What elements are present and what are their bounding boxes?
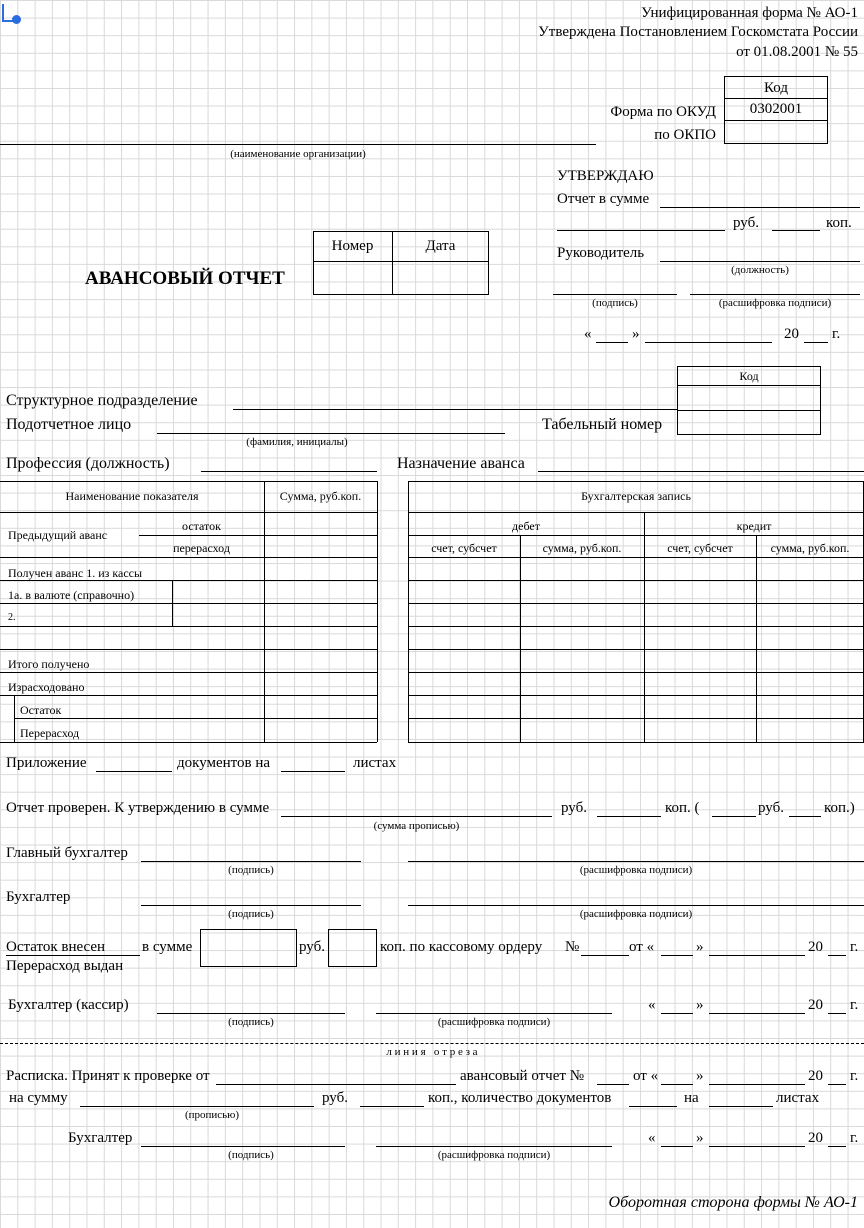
row-received-cash: Получен аванс 1. из кассы bbox=[8, 566, 143, 580]
approve-day-line[interactable] bbox=[596, 342, 628, 343]
report-number-cell[interactable] bbox=[314, 262, 392, 294]
receipt-sum-caption: (прописью) bbox=[184, 1109, 240, 1121]
receipt2-year-line[interactable] bbox=[828, 1146, 846, 1147]
receipt-number-line[interactable] bbox=[597, 1084, 629, 1085]
okud-value: 0302001 bbox=[749, 101, 803, 117]
row-balance: Остаток bbox=[20, 703, 62, 717]
receipt-year: 20 bbox=[808, 1068, 823, 1084]
cashier-decode-line[interactable] bbox=[376, 1013, 612, 1014]
cash-year-suffix: г. bbox=[850, 939, 859, 955]
accountable-caption: (фамилия, инициалы) bbox=[246, 436, 348, 448]
checked-kop-close: коп.) bbox=[824, 800, 855, 816]
debit-header: дебет bbox=[512, 519, 540, 533]
cut-line bbox=[0, 1043, 864, 1044]
receipt2-year-suffix: г. bbox=[850, 1130, 859, 1146]
checked-rub2: руб. bbox=[758, 800, 784, 816]
receipt2-quote-close: » bbox=[696, 1130, 704, 1146]
right-title: Бухгалтерская запись bbox=[581, 489, 691, 503]
receipt2-year: 20 bbox=[808, 1130, 823, 1146]
receipt-year-line[interactable] bbox=[828, 1084, 846, 1085]
receipt2-quote-open: « bbox=[648, 1130, 656, 1146]
row-2: 2. bbox=[8, 612, 16, 623]
approve-title: УТВЕРЖДАЮ bbox=[557, 168, 654, 184]
chief-sign-line[interactable] bbox=[141, 861, 361, 862]
receipt-sign-caption: (подпись) bbox=[228, 1149, 274, 1161]
cash-order-line[interactable] bbox=[581, 955, 629, 956]
receipt-year-suffix: г. bbox=[850, 1068, 859, 1084]
accountable-line[interactable] bbox=[157, 433, 505, 434]
receipt-report: авансовый отчет № bbox=[460, 1068, 584, 1084]
appendix-docs-line[interactable] bbox=[96, 771, 172, 772]
cash-rub-box[interactable] bbox=[200, 929, 297, 967]
accountant-sign-line[interactable] bbox=[141, 905, 361, 906]
cashier-day-line[interactable] bbox=[661, 1013, 693, 1014]
receipt-rub: руб. bbox=[322, 1090, 348, 1106]
report-date-cell[interactable] bbox=[393, 262, 488, 294]
cash-in-sum: в сумме bbox=[142, 939, 193, 955]
receipt-docs-line[interactable] bbox=[629, 1106, 677, 1107]
purpose-line[interactable] bbox=[538, 471, 864, 472]
receipt-sum-line[interactable] bbox=[80, 1106, 314, 1107]
checked-rub2-line[interactable] bbox=[712, 816, 756, 817]
purpose-label: Назначение аванса bbox=[397, 455, 525, 472]
receipt-on: на bbox=[684, 1090, 699, 1106]
left-col1-header: Наименование показателя bbox=[65, 489, 199, 503]
head-sign-line[interactable] bbox=[553, 294, 677, 295]
approve-sum-label: Отчет в сумме bbox=[557, 191, 650, 207]
footer-text: Оборотная сторона формы № АО-1 bbox=[608, 1194, 858, 1211]
cashier-quote-open: « bbox=[648, 997, 656, 1013]
row-received-currency: 1а. в валюте (справочно) bbox=[8, 588, 135, 602]
cashier-label: Бухгалтер (кассир) bbox=[8, 997, 129, 1013]
checked-sum-line[interactable] bbox=[281, 816, 552, 817]
accountant-label: Бухгалтер bbox=[6, 889, 71, 905]
cashier-year-suffix: г. bbox=[850, 997, 859, 1013]
cashier-month-line[interactable] bbox=[709, 1013, 805, 1014]
receipt-person-line[interactable] bbox=[216, 1084, 456, 1085]
prev-advance-label: Предыдущий аванс bbox=[8, 528, 108, 542]
receipt-close: » bbox=[696, 1068, 704, 1084]
appendix-sheets: листах bbox=[353, 755, 397, 771]
approve-kop-line[interactable] bbox=[772, 230, 820, 231]
overspend-out-label: Перерасход выдан bbox=[6, 958, 124, 974]
cash-year: 20 bbox=[808, 939, 823, 955]
credit-account-header: счет, субсчет bbox=[667, 541, 733, 555]
profession-label: Профессия (должность) bbox=[6, 455, 170, 472]
division-code-cell[interactable] bbox=[677, 385, 821, 411]
cash-month-line[interactable] bbox=[709, 955, 805, 956]
head-label: Руководитель bbox=[557, 245, 645, 261]
chief-sign-caption: (подпись) bbox=[228, 864, 274, 876]
cash-year-line[interactable] bbox=[828, 955, 846, 956]
number-label: Номер bbox=[331, 238, 374, 254]
cashier-decode-caption: (расшифровка подписи) bbox=[437, 1016, 551, 1028]
cashier-quote-close: » bbox=[696, 997, 704, 1013]
approve-year: 20 bbox=[784, 326, 799, 342]
receipt-accountant-label: Бухгалтер bbox=[68, 1130, 133, 1146]
row-label-divider bbox=[172, 580, 173, 626]
division-line[interactable] bbox=[233, 409, 677, 410]
appendix-sheets-line[interactable] bbox=[281, 771, 345, 772]
checked-kop2-line[interactable] bbox=[789, 816, 821, 817]
receipt-kop-line[interactable] bbox=[360, 1106, 424, 1107]
checked-caption: (сумма прописью) bbox=[373, 820, 460, 832]
org-caption: (наименование организации) bbox=[230, 148, 366, 160]
date-label: Дата bbox=[425, 238, 456, 254]
approve-rub: руб. bbox=[733, 215, 759, 231]
form-approval: Утверждена Постановлением Госкомстата России bbox=[538, 24, 858, 40]
receipt-day-line[interactable] bbox=[661, 1084, 693, 1085]
row-overspend: Перерасход bbox=[20, 726, 80, 740]
cash-day-line[interactable] bbox=[661, 955, 693, 956]
cash-from: от « bbox=[629, 939, 655, 955]
receipt-kop-docs: коп., количество документов bbox=[428, 1090, 612, 1106]
cash-rub: руб. bbox=[299, 939, 325, 955]
approve-year-line[interactable] bbox=[804, 342, 828, 343]
okpo-cell[interactable] bbox=[724, 120, 828, 144]
accountable-label: Подотчетное лицо bbox=[6, 416, 132, 433]
form-approval-date: от 01.08.2001 № 55 bbox=[736, 44, 858, 60]
report-title: АВАНСОВЫЙ ОТЧЕТ bbox=[85, 268, 285, 289]
appendix-docs: документов на bbox=[177, 755, 271, 771]
debit-account-header: счет, субсчет bbox=[431, 541, 497, 555]
left-col2-header: Сумма, руб.коп. bbox=[279, 489, 362, 503]
code-header: Код bbox=[764, 80, 788, 96]
receipt-sum-label: на сумму bbox=[9, 1090, 68, 1106]
tab-number-cell[interactable] bbox=[677, 410, 821, 435]
cash-close: » bbox=[696, 939, 704, 955]
receipt2-month-line[interactable] bbox=[709, 1146, 805, 1147]
approve-year-suffix: г. bbox=[832, 326, 841, 342]
debit-amount-header: сумма, руб.коп. bbox=[542, 541, 622, 555]
head-sign-caption: (подпись) bbox=[592, 297, 638, 309]
approve-kop: коп. bbox=[826, 215, 852, 231]
chief-decode-caption: (расшифровка подписи) bbox=[579, 864, 693, 876]
row-spent: Израсходовано bbox=[8, 680, 85, 694]
cashier-year-line[interactable] bbox=[828, 1013, 846, 1014]
receipt-from: от « bbox=[633, 1068, 659, 1084]
checked-rub: руб. bbox=[561, 800, 587, 816]
cashier-sign-caption: (подпись) bbox=[228, 1016, 274, 1028]
cash-num: № bbox=[565, 939, 580, 955]
head-position-line[interactable] bbox=[660, 261, 860, 262]
approve-month-line[interactable] bbox=[645, 342, 772, 343]
division-label: Структурное подразделение bbox=[6, 392, 198, 409]
receipt-sign-line[interactable] bbox=[141, 1146, 345, 1147]
approve-sum-line[interactable] bbox=[660, 207, 860, 208]
tab-label: Табельный номер bbox=[542, 416, 663, 433]
person-code-header: Код bbox=[739, 369, 759, 383]
cash-kop-box[interactable] bbox=[328, 929, 377, 967]
chief-label: Главный бухгалтер bbox=[6, 845, 128, 861]
appendix-label: Приложение bbox=[6, 755, 87, 771]
balance-in-label: Остаток внесен bbox=[6, 939, 106, 955]
credit-amount-header: сумма, руб.коп. bbox=[770, 541, 850, 555]
head-decode-caption: (расшифровка подписи) bbox=[718, 297, 832, 309]
org-line[interactable] bbox=[0, 144, 596, 145]
corner-handle[interactable] bbox=[12, 15, 21, 24]
checked-label: Отчет проверен. К утверждению в сумме bbox=[6, 801, 270, 816]
receipt-decode-line[interactable] bbox=[376, 1146, 612, 1147]
approve-sum-line2[interactable] bbox=[557, 230, 725, 231]
okpo-label: по ОКПО bbox=[654, 127, 716, 143]
balance-in-line bbox=[6, 955, 140, 956]
row-total-received: Итого получено bbox=[8, 657, 90, 671]
accountant-decode-line[interactable] bbox=[408, 905, 864, 906]
receipt-label: Расписка. Принят к проверке от bbox=[6, 1069, 210, 1084]
okud-label: Форма по ОКУД bbox=[610, 104, 716, 120]
profession-line[interactable] bbox=[201, 471, 377, 472]
cashier-sign-line[interactable] bbox=[157, 1013, 345, 1014]
cut-label: л и н и я о т р е з а bbox=[386, 1046, 478, 1058]
credit-header: кредит bbox=[736, 519, 772, 533]
receipt-decode-caption: (расшифровка подписи) bbox=[437, 1149, 551, 1161]
receipt-sheets-line[interactable] bbox=[709, 1106, 773, 1107]
checked-kop-open: коп. ( bbox=[665, 800, 700, 816]
receipt-sheets: листах bbox=[776, 1090, 820, 1106]
prev-overspend-label: перерасход bbox=[173, 541, 230, 555]
accountant-sign-caption: (подпись) bbox=[228, 908, 274, 920]
cashier-year: 20 bbox=[808, 997, 823, 1013]
approve-quote-close: » bbox=[632, 326, 640, 342]
form-name: Унифицированная форма № АО-1 bbox=[641, 5, 858, 21]
chief-decode-line[interactable] bbox=[408, 861, 864, 862]
prev-balance-label: остаток bbox=[182, 519, 221, 533]
accountant-decode-caption: (расшифровка подписи) bbox=[579, 908, 693, 920]
checked-kop-line[interactable] bbox=[597, 816, 661, 817]
receipt-month-line[interactable] bbox=[709, 1084, 805, 1085]
cash-kop-order: коп. по кассовому ордеру bbox=[380, 939, 543, 955]
approve-quote-open: « bbox=[584, 326, 592, 342]
head-decode-line[interactable] bbox=[690, 294, 860, 295]
receipt2-day-line[interactable] bbox=[661, 1146, 693, 1147]
head-position-caption: (должность) bbox=[731, 264, 789, 276]
